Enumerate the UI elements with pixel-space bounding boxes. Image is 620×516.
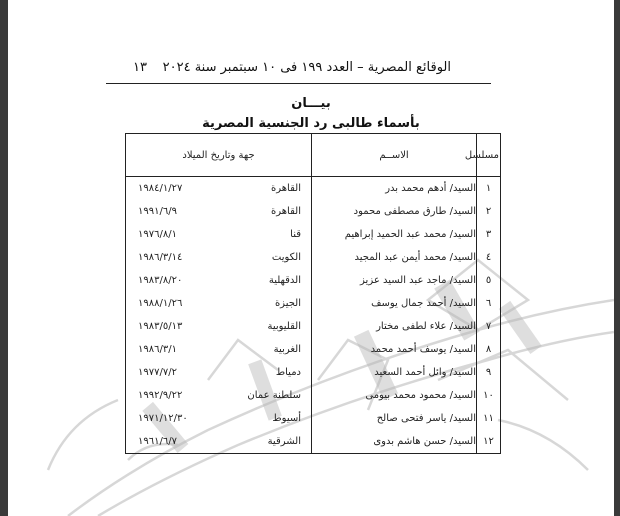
document-title: بيـــان [291, 96, 331, 111]
table-row [126, 407, 501, 430]
row-birthplace: القليوبية [267, 321, 301, 332]
row-birthplace: الدقهلية [268, 275, 301, 286]
row-birthdate: ١٩٧١/١٢/٣٠ [138, 413, 188, 424]
names-table [125, 133, 501, 454]
row-name: السيد/ محمود محمد بيومى [312, 384, 477, 407]
row-serial: ٣ [477, 223, 501, 246]
row-birthplace: قنا [290, 229, 301, 240]
row-place-dob [126, 223, 312, 246]
row-name: السيد/ حسن هاشم بدوى [312, 430, 477, 454]
row-name: السيد/ أدهم محمد بدر [312, 177, 477, 201]
row-birthplace: الكويت [271, 252, 301, 263]
row-birthdate: ١٩٧٦/٨/١ [138, 229, 177, 240]
table-row [126, 223, 501, 246]
row-birthplace: الغربية [273, 344, 301, 355]
row-birthplace: سلطنة عمان [247, 390, 301, 401]
row-birthdate: ١٩٨٤/١/٢٧ [138, 183, 183, 194]
header-gazette-text: الوقائع المصرية – العدد ١٩٩ فى ١٠ سبتمبر سنة ٢٠٢٤ [162, 60, 451, 75]
table-row [126, 269, 501, 292]
table-row [126, 361, 501, 384]
row-birthdate: ١٩٨٨/١/٢٦ [138, 298, 183, 309]
header-page-number: ١٣ [133, 60, 147, 75]
row-serial: ٧ [477, 315, 501, 338]
row-birthdate: ١٩٨٣/٨/٢٠ [138, 275, 183, 286]
row-place-dob [126, 269, 312, 292]
row-serial: ٢ [477, 200, 501, 223]
row-place-dob [126, 361, 312, 384]
row-birthplace: أسيوط [272, 413, 301, 424]
row-place-dob [126, 292, 312, 315]
row-birthdate: ١٩٩٢/٩/٢٢ [138, 390, 183, 401]
row-birthdate: ١٩٨٦/٣/١ [138, 344, 177, 355]
header-serial: مسلسل [477, 134, 501, 177]
row-place-dob [126, 430, 312, 454]
row-place-dob [126, 407, 312, 430]
document-subtitle: بأسماء طالبى رد الجنسية المصرية [202, 116, 420, 131]
header-divider [106, 83, 491, 84]
row-place-dob [126, 384, 312, 407]
row-birthplace: الجيزة [274, 298, 301, 309]
table-header-row [126, 134, 501, 177]
row-name: السيد/ أحمد جمال يوسف [312, 292, 477, 315]
row-birthplace: دمياط [275, 367, 301, 378]
document-page [8, 0, 614, 516]
row-birthdate: ١٩٦١/٦/٧ [138, 436, 177, 447]
row-name: السيد/ محمد عبد الحميد إبراهيم [312, 223, 477, 246]
row-serial: ١١ [477, 407, 501, 430]
row-serial: ٥ [477, 269, 501, 292]
table-row [126, 292, 501, 315]
page-header [133, 58, 493, 80]
row-serial: ٩ [477, 361, 501, 384]
row-name: السيد/ يوسف أحمد محمد [312, 338, 477, 361]
header-place-dob: جهة وتاريخ الميلاد [126, 134, 312, 177]
row-birthdate: ١٩٨٣/٥/١٣ [138, 321, 183, 332]
row-serial: ٨ [477, 338, 501, 361]
row-birthplace: القاهرة [271, 183, 301, 194]
row-place-dob [126, 246, 312, 269]
table-row [126, 338, 501, 361]
row-birthplace: القاهرة [271, 206, 301, 217]
row-name: السيد/ طارق مصطفى محمود [312, 200, 477, 223]
table-row [126, 246, 501, 269]
row-name: السيد/ محمد أيمن عبد المجيد [312, 246, 477, 269]
row-name: السيد/ ماجد عبد السيد عزيز [312, 269, 477, 292]
table-row [126, 315, 501, 338]
table-row [126, 177, 501, 201]
row-place-dob [126, 315, 312, 338]
row-serial: ٦ [477, 292, 501, 315]
row-name: السيد/ ياسر فتحى صالح [312, 407, 477, 430]
row-birthplace: الشرقية [267, 436, 301, 447]
row-place-dob [126, 338, 312, 361]
row-place-dob [126, 177, 312, 201]
row-serial: ١ [477, 177, 501, 201]
row-birthdate: ١٩٨٦/٣/١٤ [138, 252, 183, 263]
row-serial: ١٢ [477, 430, 501, 454]
row-place-dob [126, 200, 312, 223]
row-serial: ٤ [477, 246, 501, 269]
table-row [126, 384, 501, 407]
row-name: السيد/ علاء لطفى مختار [312, 315, 477, 338]
row-serial: ١٠ [477, 384, 501, 407]
header-name: الاســم [312, 134, 477, 177]
row-birthdate: ١٩٩١/٦/٩ [138, 206, 177, 217]
row-birthdate: ١٩٧٧/٧/٢ [138, 367, 177, 378]
table-row [126, 200, 501, 223]
row-name: السيد/ وائل أحمد السعيد [312, 361, 477, 384]
table-row [126, 430, 501, 454]
